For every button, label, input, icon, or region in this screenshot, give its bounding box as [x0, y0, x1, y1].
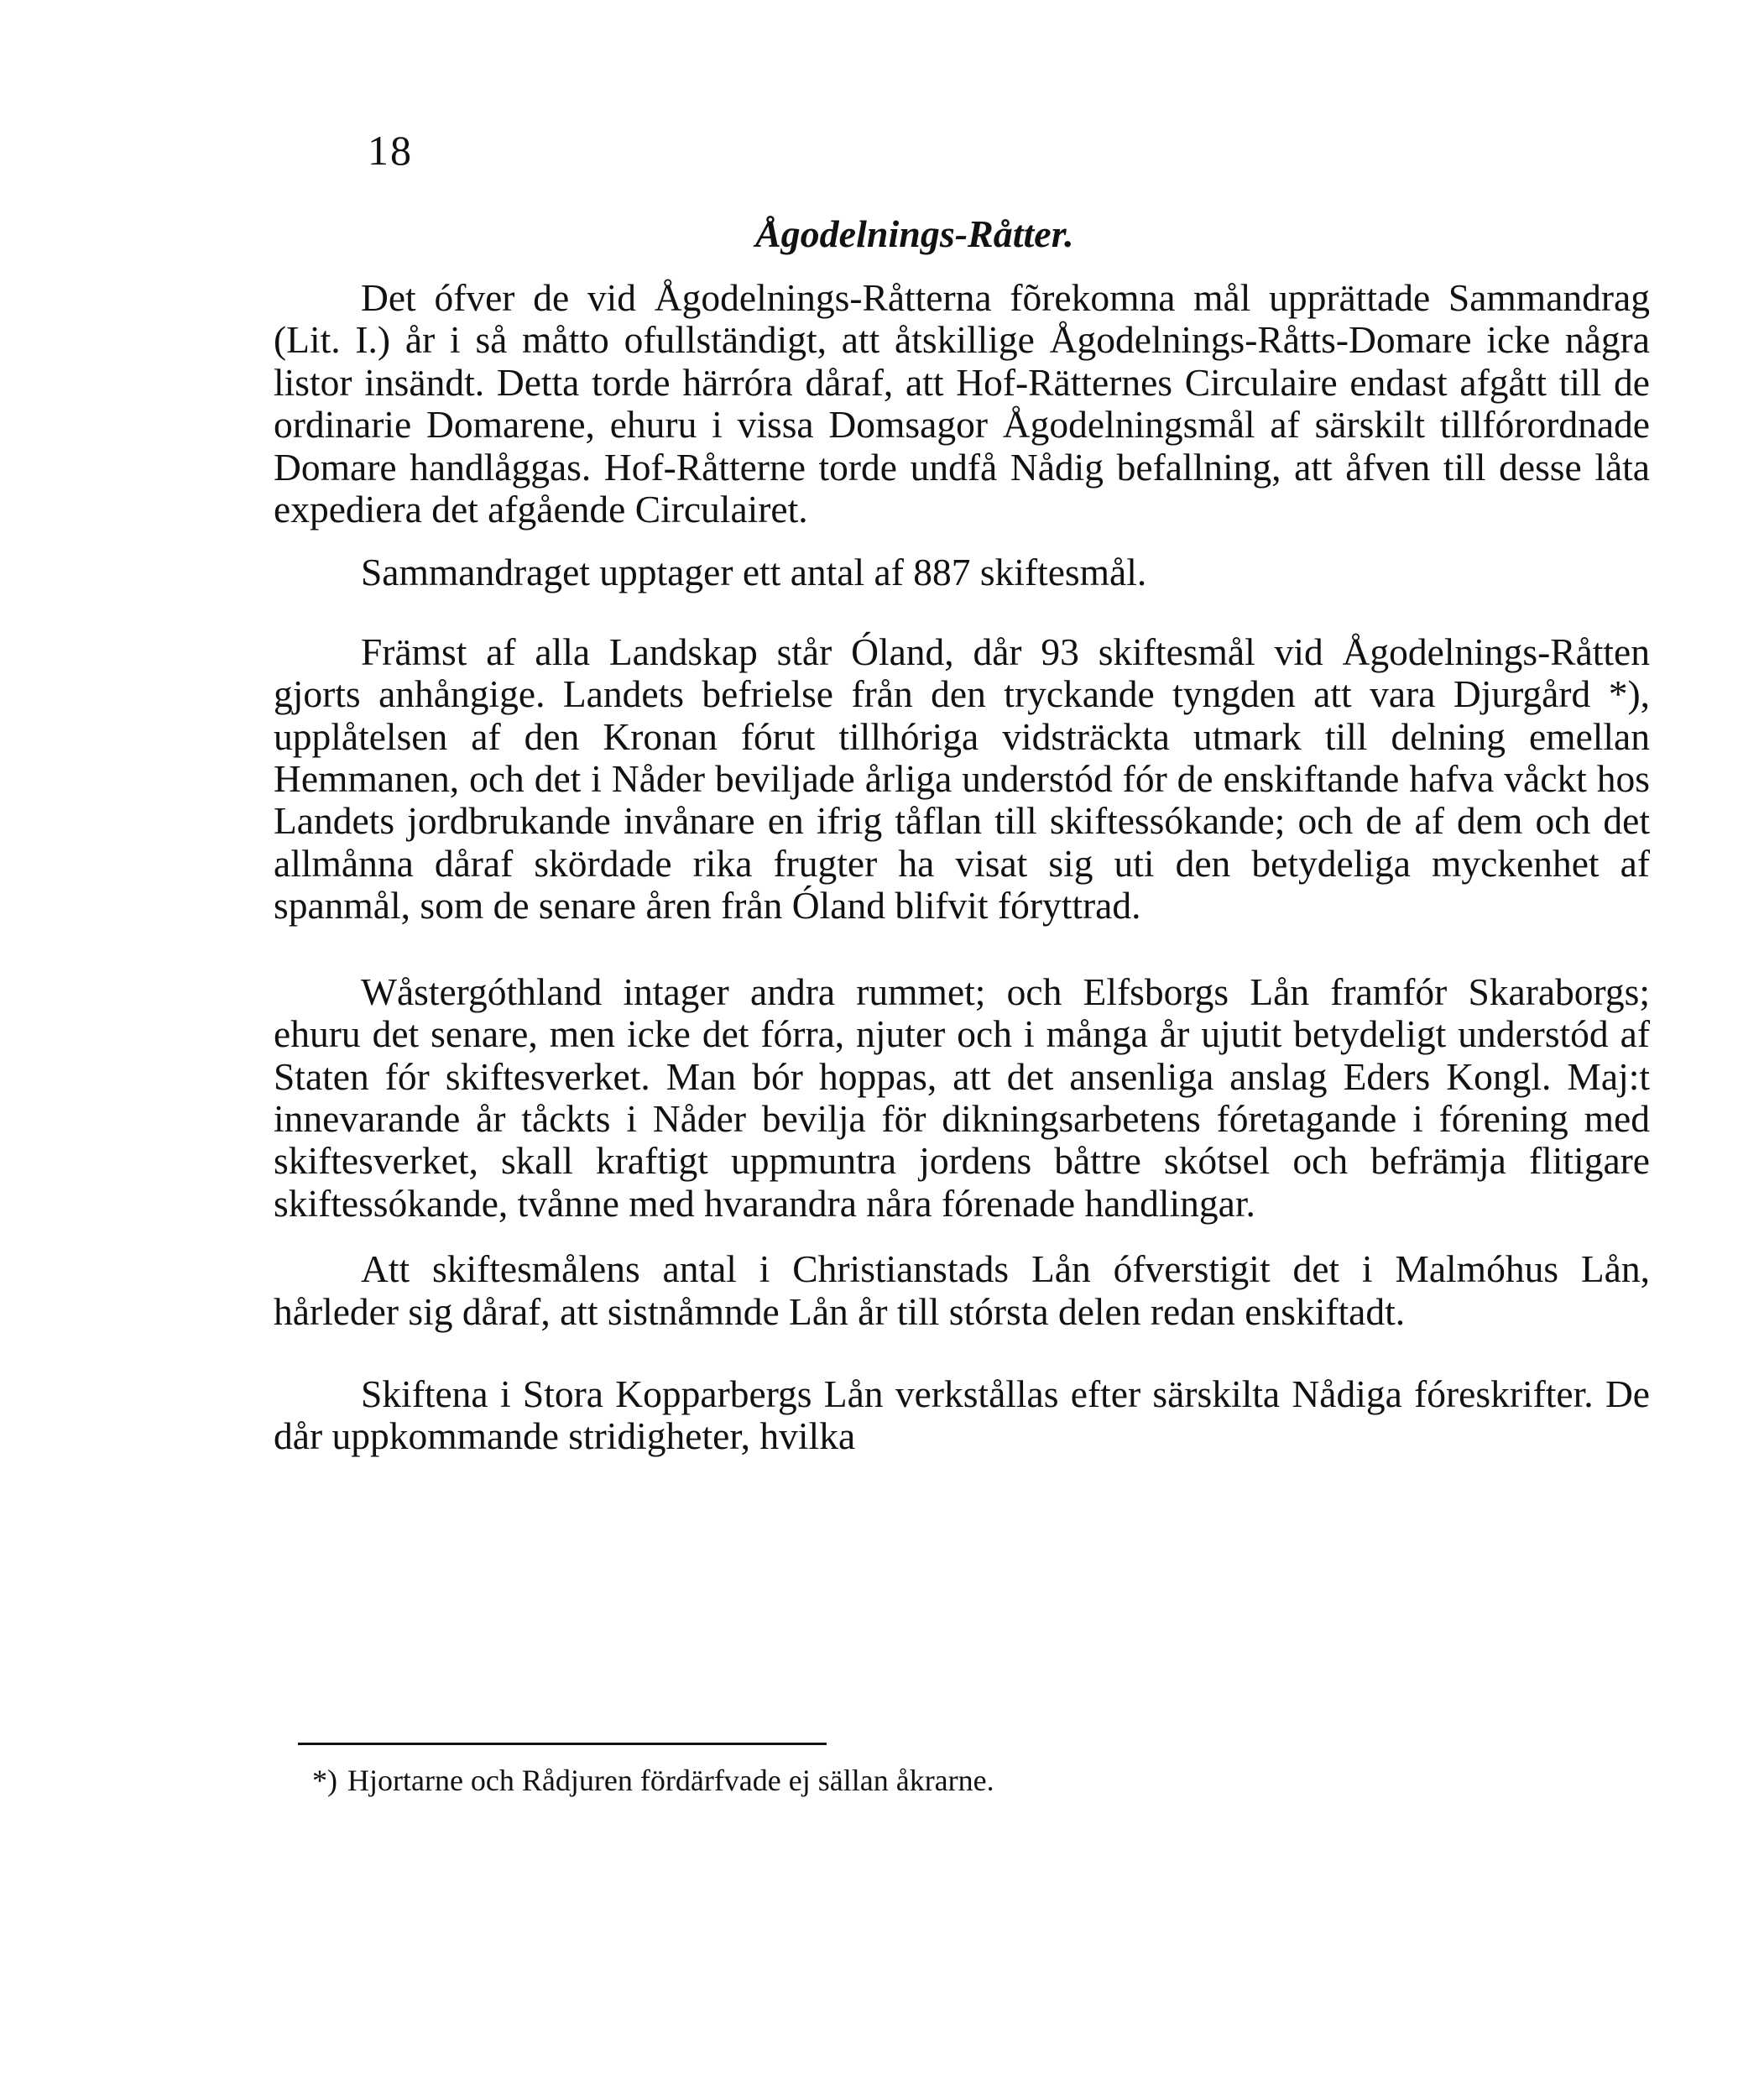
paragraph-2: Sammandraget upptager ett antal af 887 skiftesmål.	[361, 551, 1147, 594]
footnote	[312, 1763, 994, 1798]
footnote-mark: *)	[312, 1764, 337, 1797]
body-text	[274, 277, 1650, 1458]
footnote-rule	[298, 1743, 827, 1745]
paragraph-6: Skiftena i Stora Kopparbergs Lån verkstållas efter särskilta Nådiga fóreskrifter. De dår uppkommande stridigheter, hvilka	[274, 1372, 1650, 1458]
paragraph-3: Främst af alla Landskap står Óland, dår 93 skiftesmål vid Ågodelnings-Råtten gjorts anhångige. Landets befrielse från den tryckande tyngden att vara Djurgård *), upplåtelsen af den Kronan fórut tillhóriga vidsträckta utmark till delning emellan Hemmanen, och det i Nåder beviljade årliga understód fór de enskiftande hafva våckt hos Landets jordbrukande invånare en ifrig tåflan till skiftessókande; och de af dem och det allmånna dåraf skördade rika frugter ha visat sig uti den betydeliga myckenhet af spanmål, som de senare åren från Óland blifvit fóryttrad.	[274, 630, 1650, 928]
footnote-text: Hjortarne och Rådjuren fördärfvade ej sällan åkrarne.	[347, 1764, 994, 1797]
section-heading: Ågodelnings-Råtter.	[755, 212, 1074, 255]
paragraph-1: Det ófver de vid Ågodelnings-Råtterna fõrekomna mål upprättade Sammandrag (Lit. I.) år i så måtto ofullständigt, att åtskillige Ågodelnings-Råtts-Domare icke några listor insändt. Detta torde härróra dåraf, att Hof-Rätternes Circulaire endast afgått till de ordinarie Domarene, ehuru i vissa Domsagor Ågodelningsmål af särskilt tillfórordnade Domare handlåggas. Hof-Råtterne torde undfå Nådig befallning, att åfven till desse låta expediera det afgående Circulairet.	[274, 276, 1650, 531]
page-number: 18	[368, 127, 413, 174]
paragraph-4: Wåstergóthland intager andra rummet; och Elfsborgs Lån framfór Skaraborgs; ehuru det senare, men icke det fórra, njuter och i många år ujutit betydeligt understód af Staten fór skiftesverket. Man bór hoppas, att det ansenliga anslag Eders Kongl. Maj:t innevarande år tåckts i Nåder bevilja för dikningsarbetens fóretagande i fórening med skiftesverket, skall kraftigt uppmuntra jordens båttre skótsel och befrämja flitigare skiftessókande, tvånne med hvarandra nåra fórenade handlingar.	[274, 970, 1650, 1225]
paragraph-5: Att skiftesmålens antal i Christianstads Lån ófverstigit det i Malmóhus Lån, hårleder sig dåraf, att sistnåmnde Lån år till stórsta delen redan enskiftadt.	[274, 1247, 1650, 1333]
